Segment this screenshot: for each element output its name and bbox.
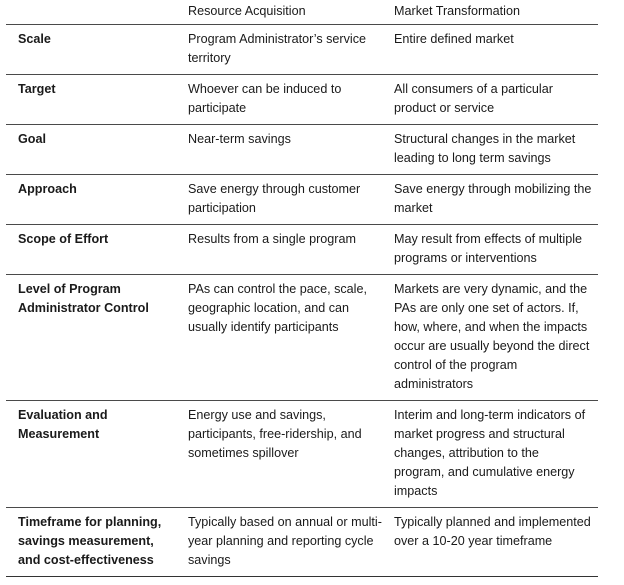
resource-acquisition-cell: Near-term savings — [182, 125, 388, 175]
resource-acquisition-cell: Energy use and savings, participants, free-ridership, and sometimes spillover — [182, 401, 388, 508]
table-row — [6, 175, 598, 225]
table-row — [6, 275, 598, 401]
table-row — [6, 225, 598, 275]
row-label-scale: Scale — [6, 25, 182, 75]
resource-acquisition-cell: Typically based on annual or multi-year planning and reporting cycle savings — [182, 508, 388, 577]
row-label-evaluation: Evaluation and Measurement — [6, 401, 182, 508]
comparison-table — [6, 0, 598, 577]
resource-acquisition-cell: Program Administrator’s service territory — [182, 25, 388, 75]
header-market-transformation: Market Transformation — [388, 0, 598, 25]
market-transformation-cell: May result from effects of multiple programs or interventions — [388, 225, 598, 275]
row-label-goal: Goal — [6, 125, 182, 175]
table-row — [6, 75, 598, 125]
market-transformation-cell: Interim and long-term indicators of market progress and structural changes, attribution to the program, and cumulative energy impacts — [388, 401, 598, 508]
row-label-level-of-control: Level of Program Administrator Control — [6, 275, 182, 401]
market-transformation-cell: Markets are very dynamic, and the PAs are only one set of actors. If, how, where, and when the impacts occur are usually beyond the direct control of the program administrators — [388, 275, 598, 401]
row-label-approach: Approach — [6, 175, 182, 225]
market-transformation-cell: Entire defined market — [388, 25, 598, 75]
table-row — [6, 125, 598, 175]
market-transformation-cell: Save energy through mobilizing the market — [388, 175, 598, 225]
header-row — [6, 0, 598, 25]
table-row — [6, 25, 598, 75]
header-empty-cell — [6, 0, 182, 25]
table-row — [6, 401, 598, 508]
resource-acquisition-cell: PAs can control the pace, scale, geographic location, and can usually identify participants — [182, 275, 388, 401]
market-transformation-cell: All consumers of a particular product or service — [388, 75, 598, 125]
market-transformation-cell: Typically planned and implemented over a 10-20 year timeframe — [388, 508, 598, 577]
row-label-target: Target — [6, 75, 182, 125]
resource-acquisition-cell: Whoever can be induced to participate — [182, 75, 388, 125]
header-resource-acquisition: Resource Acquisition — [182, 0, 388, 25]
row-label-timeframe: Timeframe for planning, savings measurement, and cost-effectiveness — [6, 508, 182, 577]
market-transformation-cell: Structural changes in the market leading to long term savings — [388, 125, 598, 175]
resource-acquisition-cell: Results from a single program — [182, 225, 388, 275]
resource-acquisition-cell: Save energy through customer participation — [182, 175, 388, 225]
table-row — [6, 508, 598, 577]
row-label-scope-of-effort: Scope of Effort — [6, 225, 182, 275]
